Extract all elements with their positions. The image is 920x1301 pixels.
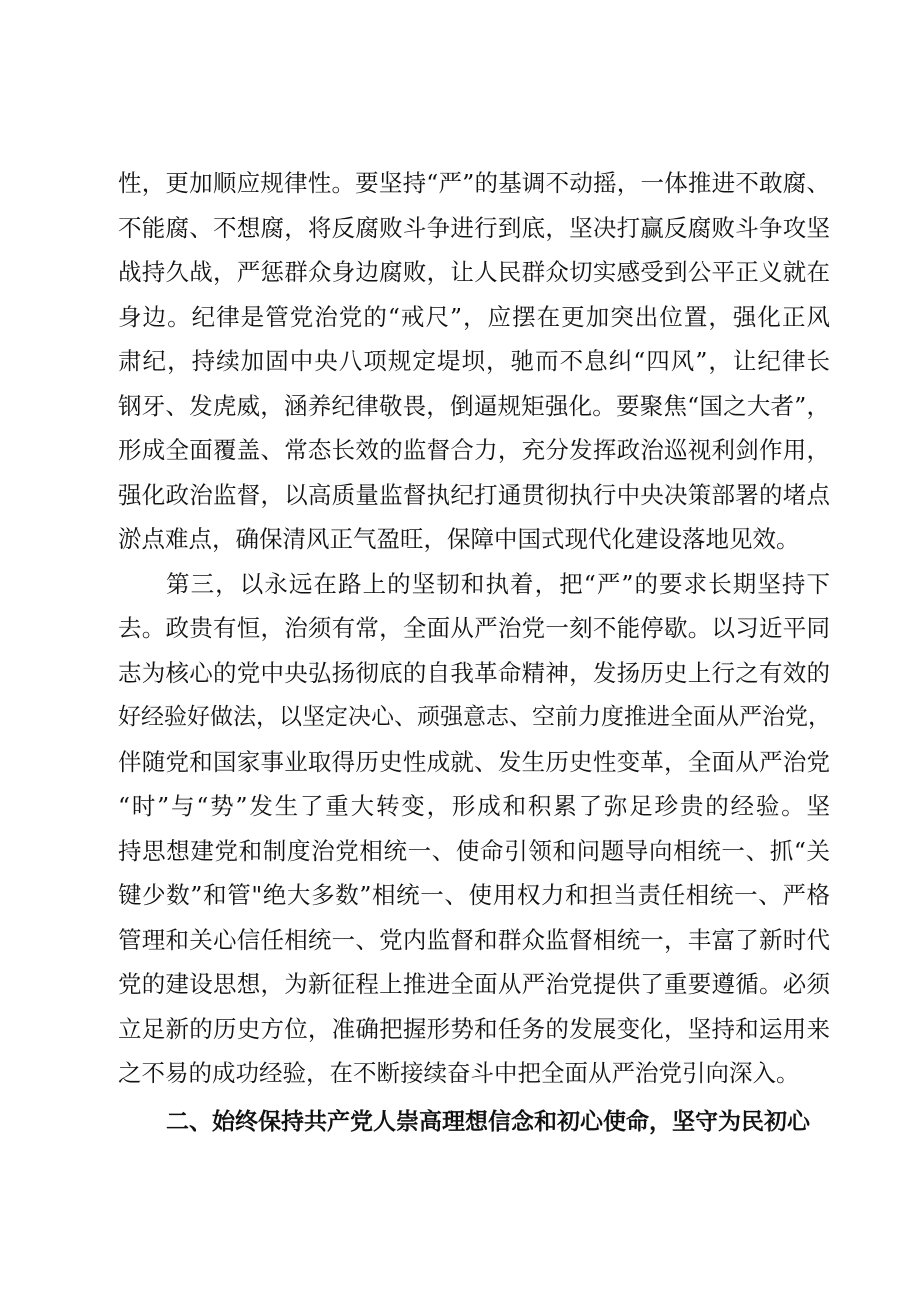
paragraph-1-line-2: 不能腐、不想腐，将反腐败斗争进行到底，坚决打赢反腐败斗争攻坚 xyxy=(118,214,830,242)
paragraph-2-line-11: 立足新的历史方位，准确把握形势和任务的发展变化，坚持和运用来 xyxy=(118,1015,830,1043)
paragraph-1-line-6: 钢牙、发虎威，涵养纪律敬畏，倒逼规矩强化。要聚焦“国之大者”， xyxy=(118,392,830,420)
paragraph-2-line-6: “时”与“势”发生了重大转变，形成和积累了弥足珍贵的经验。坚 xyxy=(118,792,830,820)
paragraph-1-line-9: 淤点难点，确保清风正气盈旺，保障中国式现代化建设落地见效。 xyxy=(118,525,800,553)
paragraph-2-line-2: 去。政贵有恒，治须有常，全面从严治党一刻不能停歇。以习近平同 xyxy=(118,614,830,642)
paragraph-2-line-12: 之不易的成功经验，在不断接续奋斗中把全面从严治党引向深入。 xyxy=(118,1059,800,1087)
section-heading: 二、始终保持共产党人崇高理想信念和初心使命，坚守为民初心 xyxy=(166,1109,810,1135)
paragraph-1-line-5: 肃纪，持续加固中央八项规定堤坝，驰而不息纠“四风”，让纪律长 xyxy=(118,347,830,375)
paragraph-2-line-9: 管理和关心信任相统一、党内监督和群众监督相统一，丰富了新时代 xyxy=(118,926,830,954)
paragraph-2-line-7: 持思想建党和制度治党相统一、使命引领和问题导向相统一、抓“关 xyxy=(118,837,830,865)
paragraph-2-line-10: 党的建设思想，为新征程上推进全面从严治党提供了重要遵循。必须 xyxy=(118,970,830,998)
paragraph-2-line-8: 键少数”和管"绝大多数”相统一、使用权力和担当责任相统一、严格 xyxy=(118,881,830,909)
paragraph-1-line-8: 强化政治监督，以高质量监督执纪打通贯彻执行中央决策部署的堵点 xyxy=(118,481,830,509)
paragraph-2-line-5: 伴随党和国家事业取得历史性成就、发生历史性变革，全面从严治党 xyxy=(118,748,830,776)
paragraph-2-line-1: 第三，以永远在路上的坚韧和执着，把“严”的要求长期坚持下 xyxy=(166,570,830,598)
paragraph-1-line-7: 形成全面覆盖、常态长效的监督合力，充分发挥政治巡视利剑作用， xyxy=(118,436,830,464)
paragraph-1-line-4: 身边。纪律是管党治党的“戒尺”，应摆在更加突出位置，强化正风 xyxy=(118,303,830,331)
paragraph-2-line-4: 好经验好做法，以坚定决心、顽强意志、空前力度推进全面从严治党， xyxy=(118,704,831,730)
paragraph-2-line-3: 志为核心的党中央弘扬彻底的自我革命精神，发扬历史上行之有效的 xyxy=(118,659,830,687)
paragraph-1-line-1: 性，更加顺应规律性。要坚持“严”的基调不动摇，一体推进不敢腐、 xyxy=(118,169,830,197)
paragraph-1-line-3: 战持久战，严惩群众身边腐败，让人民群众切实感受到公平正义就在 xyxy=(118,258,830,286)
